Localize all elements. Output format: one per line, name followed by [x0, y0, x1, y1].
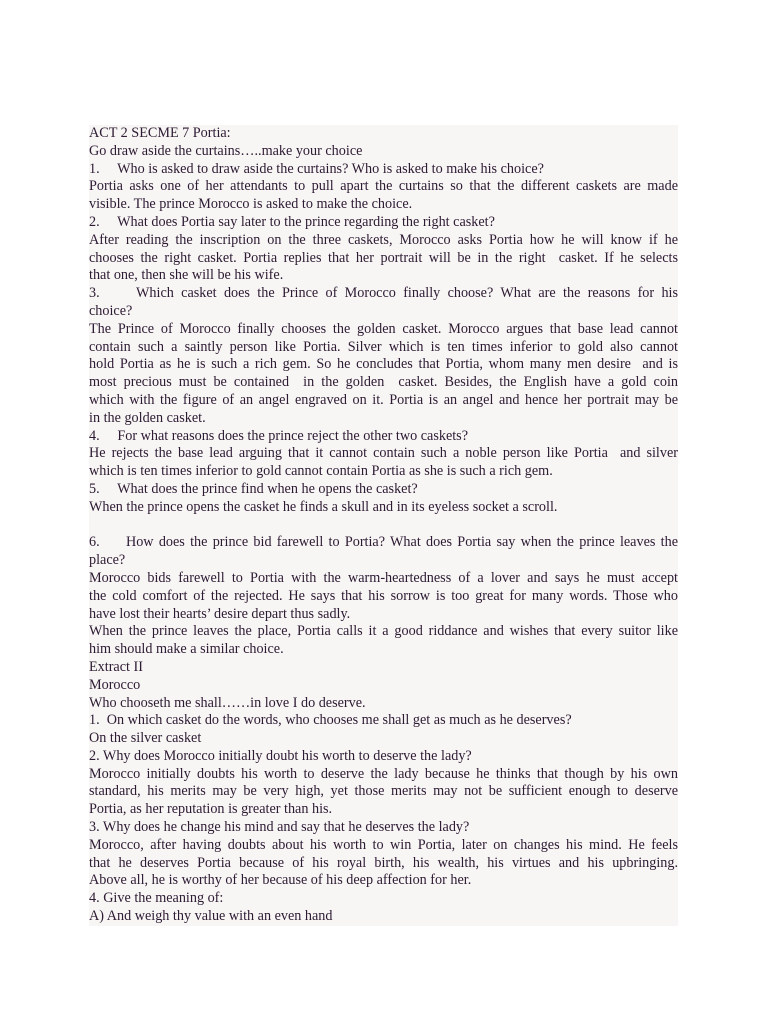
blank-line	[89, 517, 678, 535]
answer-line: contain such a saintly person like Portia. Silver which is ten times inferior to gold also cannot	[89, 338, 678, 355]
answer-line: When the prince opens the casket he finds a skull and in its eyeless socket a scroll.	[89, 498, 558, 515]
answer-line: He rejects the base lead arguing that it cannot contain such a noble person like Portia and silver	[89, 445, 678, 462]
answer-line: On the silver casket	[89, 730, 202, 747]
answer-line: Morocco initially doubts his worth to deserve the lady because he thinks that though by his own	[89, 765, 678, 782]
answer-line: which with the figure of an angel engraved on it. Portia is an angel and hence her portrait may be	[89, 391, 678, 408]
speaker-name: Morocco	[89, 676, 141, 693]
question: place?	[89, 552, 126, 569]
section-heading: Extract II	[89, 658, 143, 675]
answer-line: Portia asks one of her attendants to pull apart the curtains so that the different caskets are made	[89, 178, 678, 195]
answer-line: that one, then she will be his wife.	[89, 267, 284, 284]
section-heading: ACT 2 SECME 7 Portia:	[89, 125, 231, 141]
question: 6. How does the prince bid farewell to Portia? What does Portia say when the prince leaves the	[89, 534, 678, 551]
question: 1. On which casket do the words, who chooses me shall get as much as he deserves?	[89, 712, 572, 729]
answer-line: have lost their hearts’ desire depart thus sadly.	[89, 605, 351, 622]
question: 1. Who is asked to draw aside the curtains? Who is asked to make his choice?	[89, 160, 544, 177]
answer-line: Morocco, after having doubts about his worth to win Portia, later on changes his mind. He feels	[89, 836, 678, 853]
answer-line: The Prince of Morocco finally chooses the golden casket. Morocco argues that base lead cannot	[89, 320, 678, 337]
answer-line: chooses the right casket. Portia replies that her portrait will be in the right casket. If he selects	[89, 249, 678, 266]
answer-line: in the golden casket.	[89, 409, 206, 426]
answer-line: When the prince leaves the place, Portia calls it a good riddance and wishes that every suitor like	[89, 623, 678, 640]
answer-line: A) And weigh thy value with an even hand	[89, 908, 333, 925]
answer-line: most precious must be contained in the golden casket. Besides, the English have a gold coin	[89, 374, 678, 391]
answer-line: Above all, he is worthy of her because of his deep affection for her.	[89, 872, 472, 889]
question: 4. Give the meaning of:	[89, 890, 224, 907]
answer-line: which is ten times inferior to gold cannot contain Portia as she is such a rich gem.	[89, 463, 553, 480]
answer-line: him should make a similar choice.	[89, 641, 284, 658]
question: choice?	[89, 302, 133, 319]
answer-line: the cold comfort of the rejected. He says that his sorrow is too great for many words. Those who	[89, 587, 678, 604]
quote-line: Go draw aside the curtains…..make your choice	[89, 142, 363, 159]
answer-line: Portia, as her reputation is greater than his.	[89, 801, 333, 818]
question: 2. What does Portia say later to the prince regarding the right casket?	[89, 213, 495, 230]
answer-line: standard, his merits may be very high, yet those merits may not be sufficient enough to deserve	[89, 783, 678, 800]
question: 3. Why does he change his mind and say that he deserves the lady?	[89, 819, 470, 836]
document-body	[89, 125, 678, 926]
question: 2. Why does Morocco initially doubt his worth to deserve the lady?	[89, 747, 472, 764]
answer-line: hold Portia as he is such a rich gem. So he concludes that Portia, whom many men desire and is	[89, 356, 678, 373]
answer-line: that he deserves Portia because of his royal birth, his wealth, his virtues and his upbringing.	[89, 854, 678, 871]
question: 4. For what reasons does the prince reject the other two caskets?	[89, 427, 468, 444]
answer-line: visible. The prince Morocco is asked to make the choice.	[89, 196, 413, 213]
question: 5. What does the prince find when he opens the casket?	[89, 480, 418, 497]
quote-line: Who chooseth me shall……in love I do deserve.	[89, 694, 366, 711]
answer-line: Morocco bids farewell to Portia with the warm-heartedness of a lover and says he must accept	[89, 569, 678, 586]
question: 3. Which casket does the Prince of Morocco finally choose? What are the reasons for his	[89, 285, 678, 302]
answer-line: After reading the inscription on the three caskets, Morocco asks Portia how he will know if he	[89, 231, 678, 248]
